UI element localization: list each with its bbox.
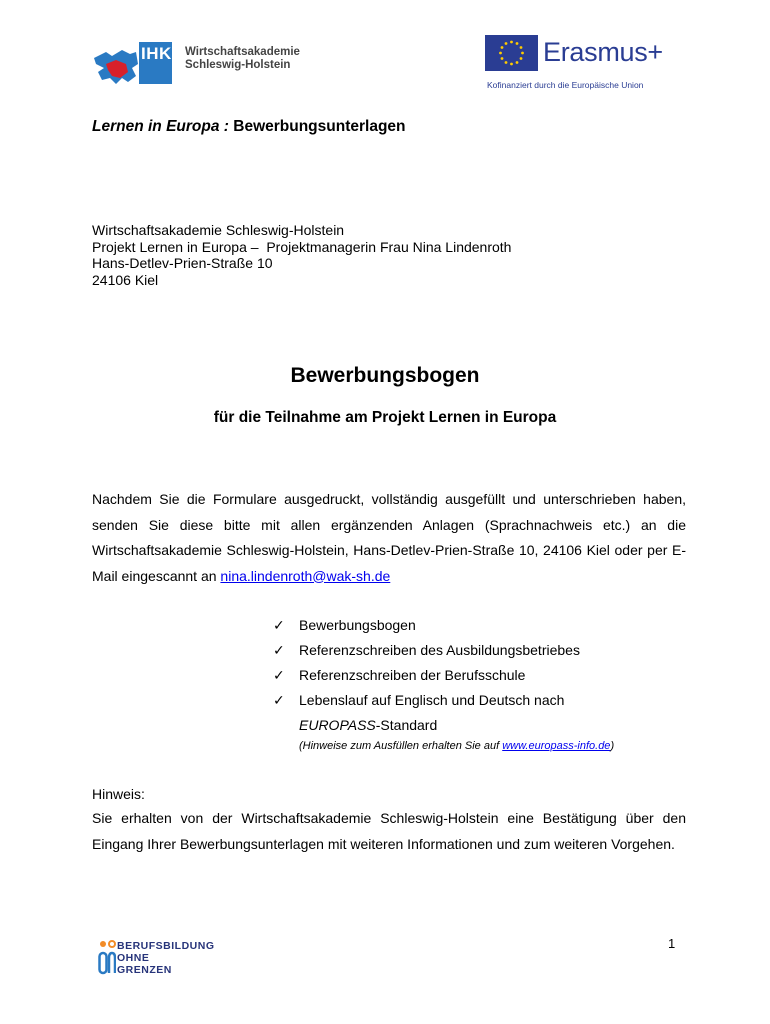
address-line: Projekt Lernen in Europa – Projektmanagerin Frau Nina Lindenroth [92,238,512,255]
bog-mark-icon [98,940,116,976]
checklist-item-continuation [273,713,693,738]
address-block [92,222,511,288]
ihk-name-line1: Wirtschaftsakademie [185,46,300,58]
ihk-name [185,46,300,72]
europass-suffix: -Standard [375,717,438,733]
eu-flag-icon [485,35,538,71]
checklist-item: ✓ Lebenslauf auf Englisch und Deutsch nach [273,688,693,713]
page-number: 1 [668,936,676,951]
europass-link[interactable]: www.europass-info.de [502,740,611,752]
address-line: Wirtschaftsakademie Schleswig-Holstein [92,222,345,238]
europass-label: EUROPASS [299,717,376,733]
checklist-item: ✓ Bewerbungsbogen [273,613,693,638]
schleswig-holstein-map-icon [92,42,138,84]
address-line: 24106 Kiel [92,271,159,288]
checkmark-icon: ✓ [273,642,285,658]
form-subtitle: für die Teilnahme am Projekt Lernen in Europa [213,409,557,426]
checklist-item: ✓ Referenzschreiben der Berufsschule [273,663,693,688]
ihk-name-line2: Schleswig-Holstein [185,59,291,71]
bog-line: GRENZEN [117,964,172,976]
document-heading [92,118,406,136]
europass-hint: (Hinweise zum Ausfüllen erhalten Sie auf www.europass-info.de) [299,740,615,752]
checkmark-icon: ✓ [273,667,285,683]
checkmark-icon: ✓ [273,692,285,708]
berufsbildung-ohne-grenzen-logo [98,940,248,976]
checkmark-icon: ✓ [273,617,285,633]
bog-wordmark [117,940,215,976]
ihk-abbr: IHK [141,44,172,63]
note-label: Hinweis: [92,786,145,802]
note-text: Sie erhalten von der Wirtschaftsakademie Schleswig-Holstein eine Bestätigung über den Eingang Ihrer Bewerbungsunterlagen mit weiteren Informationen und zum weiteren Vorgehen. [92,810,686,852]
bog-line: OHNE [117,952,150,964]
checklist-item: ✓ Referenzschreiben des Ausbildungsbetriebes [273,638,693,663]
program-name: Lernen in Europa : [92,118,229,135]
address-line: Hans-Detlev-Prien-Straße 10 [92,255,273,271]
erasmus-name: Erasmus+ [543,37,663,67]
intro-text: Nachdem Sie die Formulare ausgedruckt, vollständig ausgefüllt und unterschrieben haben, senden Sie diese bitte mit allen ergänzenden Anlagen (Sprachnachweis etc.) an die Wirtschaftsakademie Schleswig-Holstein, Hans-Detlev-Prien-Straße 10, 24106 Kiel oder per E-Mail eingescannt an [92,491,686,584]
document-title: Bewerbungsunterlagen [233,118,406,135]
erasmus-logo [485,35,685,95]
ihk-logo [92,42,332,84]
bog-line: BERUFSBILDUNG [117,940,215,952]
email-link[interactable]: nina.lindenroth@wak-sh.de [220,567,391,584]
form-title: Bewerbungsbogen [290,364,480,387]
document-checklist [273,613,693,738]
erasmus-subtitle: Kofinanziert durch die Europäische Union [487,80,644,90]
intro-paragraph [92,487,686,589]
